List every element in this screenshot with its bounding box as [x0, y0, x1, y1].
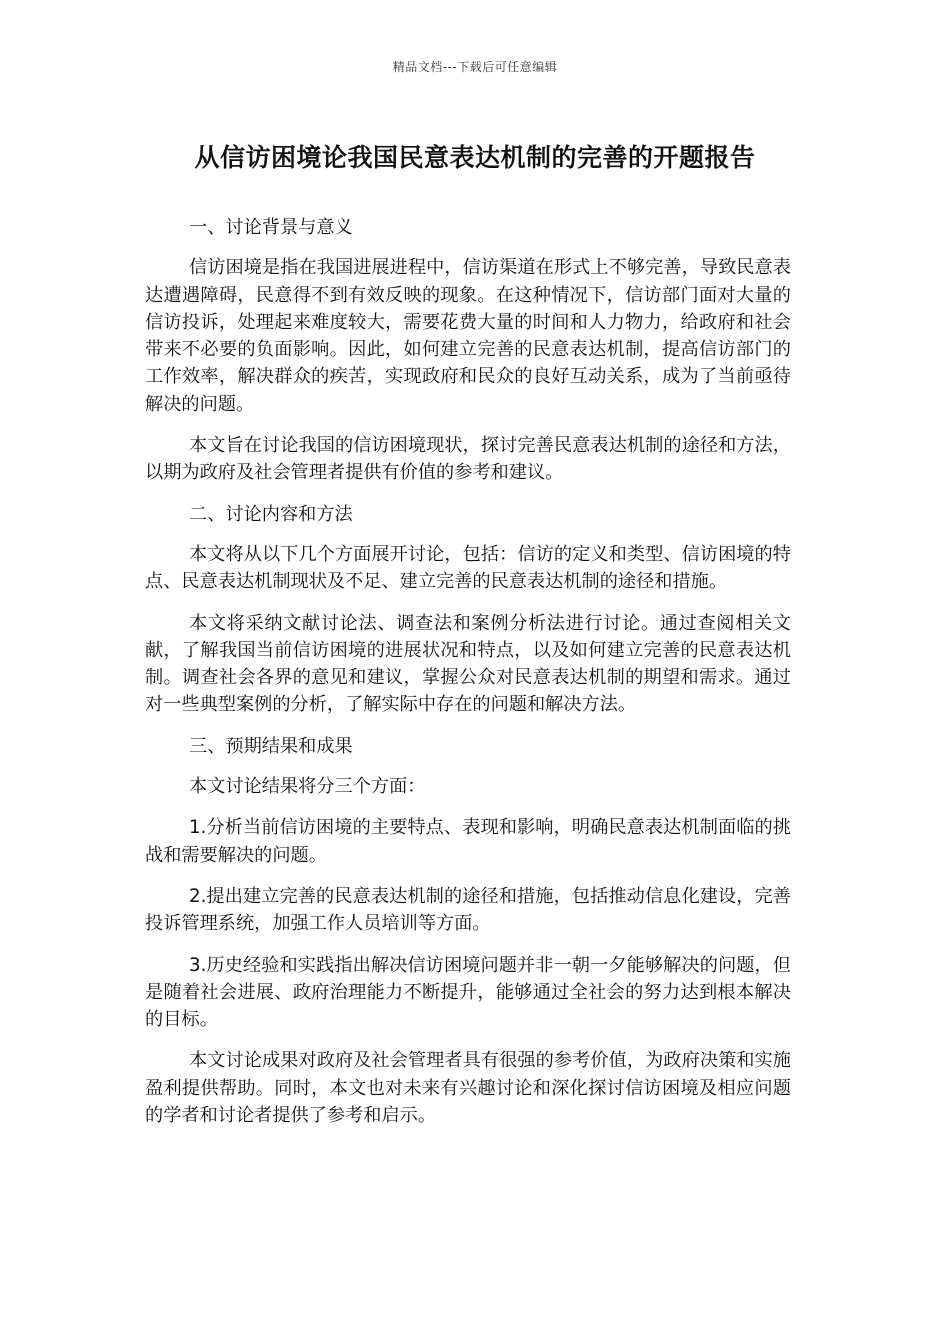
list-item: 1.分析当前信访困境的主要特点、表现和影响，明确民意表达机制面临的挑战和需要解决的问题。	[145, 817, 791, 866]
paragraph: 本文讨论成果对政府及社会管理者具有很强的参考价值，为政府决策和实施盈利提供帮助。同时，本文也对未来有兴趣讨论和深化探讨信访困境及相应问题的学者和讨论者提供了参考和启示。	[145, 1050, 791, 1127]
paragraph: 本文将采纳文献讨论法、调查法和案例分析法进行讨论。通过查阅相关文献，了解我国当前信访困境的进展状况和特点，以及如何建立完善的民意表达机制。调查社会各界的意见和建议，掌握公众对民意表达机制的期望和需求。通过对一些典型案例的分析，了解实际中存在的问题和解决方法。	[145, 612, 791, 716]
section-heading-content-method: 二、讨论内容和方法	[189, 503, 353, 525]
page-header-note: 精品文档---下载后可任意编辑	[392, 60, 558, 74]
paragraph: 本文旨在讨论我国的信访困境现状，探讨完善民意表达机制的途径和方法，以期为政府及社会管理者提供有价值的参考和建议。	[145, 435, 791, 484]
document-title: 从信访困境论我国民意表达机制的完善的开题报告	[194, 143, 756, 172]
list-item: 2.提出建立完善的民意表达机制的途径和措施，包括推动信息化建设，完善投诉管理系统，加强工作人员培训等方面。	[145, 885, 791, 935]
paragraph: 信访困境是指在我国进展进程中，信访渠道在形式上不够完善，导致民意表达遭遇障碍，民意得不到有效反映的现象。在这种情况下，信访部门面对大量的信访投诉，处理起来难度较大，需要花费大量的时间和人力物力，给政府和社会带来不必要的负面影响。因此，如何建立完善的民意表达机制，提高信访部门的工作效率，解决群众的疾苦，实现政府和民众的良好互动关系，成为了当前亟待解决的问题。	[145, 257, 791, 415]
list-item: 3.历史经验和实践指出解决信访困境问题并非一朝一夕能够解决的问题，但是随着社会进展、政府治理能力不断提升，能够通过全社会的努力达到根本解决的目标。	[145, 954, 791, 1031]
document-body	[145, 214, 791, 1143]
section-heading-expected-results: 三、预期结果和成果	[189, 735, 353, 757]
paragraph: 本文讨论结果将分三个方面：	[189, 776, 426, 798]
paragraph: 本文将从以下几个方面展开讨论，包括：信访的定义和类型、信访困境的特点、民意表达机制现状及不足、建立完善的民意表达机制的途径和措施。	[145, 543, 791, 593]
section-heading-background: 一、讨论背景与意义	[189, 217, 353, 238]
